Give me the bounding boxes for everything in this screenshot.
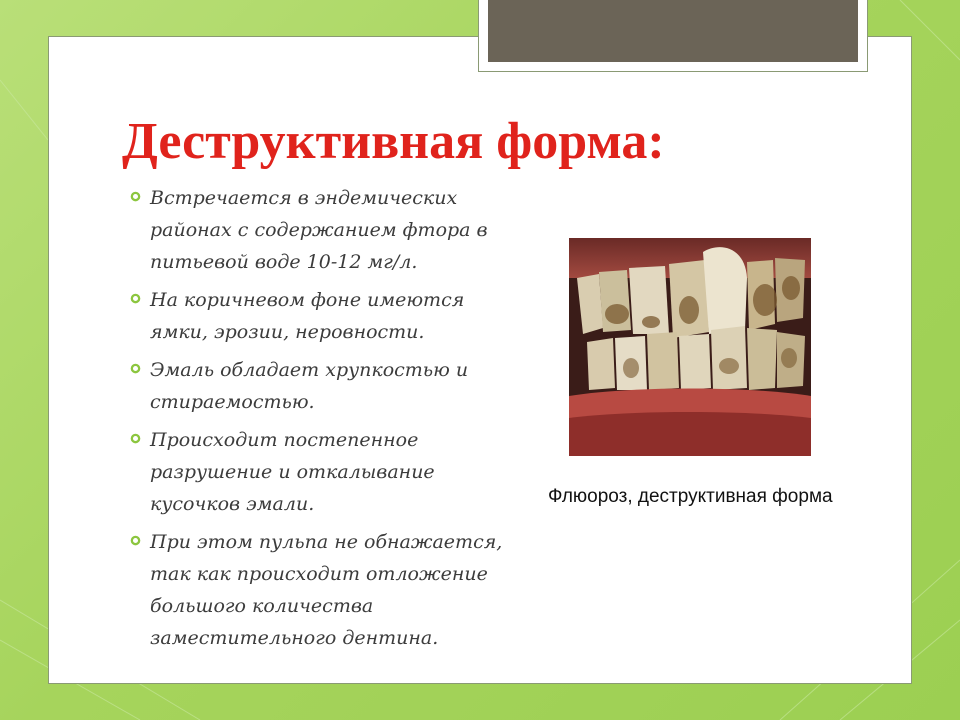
bullet-line: стираемостью.: [150, 391, 315, 413]
photo-caption: Флюороз, деструктивная форма: [548, 486, 833, 507]
bullet-item: [130, 526, 530, 652]
header-bar: [488, 0, 858, 62]
bullet-item: [130, 182, 530, 278]
bullet-line: При этом пульпа не обнажается,: [150, 531, 503, 553]
ring-bullet-icon: [130, 535, 141, 546]
bullet-line: большого количества: [150, 595, 374, 617]
ring-bullet-icon: [130, 363, 141, 374]
bullet-line: Встречается в эндемических: [150, 187, 458, 209]
ring-bullet-icon: [130, 293, 141, 304]
bullet-line: Эмаль обладает хрупкостью и: [150, 359, 469, 381]
slide-title: Деструктивная форма:: [122, 113, 665, 170]
bullet-item: [130, 354, 530, 418]
ring-bullet-icon: [130, 191, 141, 202]
bullet-item: [130, 284, 530, 348]
bullet-line: заместительного дентина.: [150, 627, 439, 649]
bullet-line: районах с содержанием фтора в: [150, 219, 488, 241]
bullet-line: так как происходит отложение: [150, 563, 488, 585]
bullet-line: Происходит постепенное: [150, 429, 419, 451]
bullet-list: [130, 182, 530, 652]
ring-bullet-icon: [130, 433, 141, 444]
bullet-item: [130, 424, 530, 520]
bullet-line: разрушение и откалывание: [150, 461, 435, 483]
bullet-line: питьевой воде 10-12 мг/л.: [150, 251, 418, 273]
bullet-line: кусочков эмали.: [150, 493, 315, 515]
bullet-line: ямки, эрозии, неровности.: [150, 321, 425, 343]
teeth-photo: [569, 238, 811, 456]
bullet-line: На коричневом фоне имеются: [150, 289, 465, 311]
